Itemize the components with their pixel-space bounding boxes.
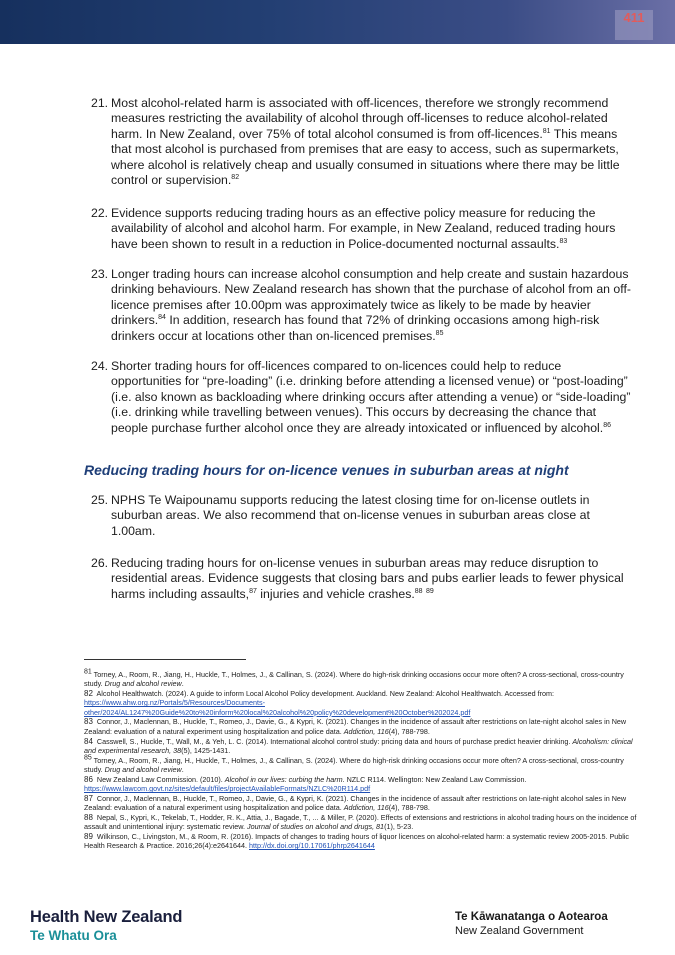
- footnote-text: Casswell, S., Huckle, T., Wall, M., & Yeh, L. C. (2014). International alcohol control study: pricing data and hours of purchase predict heavier drinking.: [96, 736, 573, 746]
- footnote-text: Wilkinson, C., Livingston, M., & Room, R. (2016). Impacts of changes to trading hours of liquor licences on alcohol-related harm: a systematic review 2005-2015. Public Health Research & Practice. 2016;26(4):e2641644.: [84, 832, 630, 851]
- footnote-ref[interactable]: 89: [425, 587, 434, 595]
- paragraph-23: [91, 267, 631, 344]
- footnote-ref[interactable]: 88: [414, 587, 423, 595]
- section-heading: Reducing trading hours for on-licence venues in suburban areas at night: [84, 462, 569, 478]
- paragraph-number: 23.: [91, 267, 109, 281]
- footnote-tail: .: [181, 764, 184, 774]
- footnote: [84, 717, 639, 736]
- footnote: [84, 737, 639, 756]
- footnote-text: Nepal, S., Kypri, K., Tekelab, T., Hodder, R. K., Attia, J., Bagade, T., ... & Miller, P. (2020). Effects of extensions and restrictions in alcohol trading hours on the incidence of assault and unintentional injury: systematic review.: [84, 812, 637, 832]
- footnote-italic: Addiction, 116: [343, 803, 389, 813]
- footnote-number: 88: [84, 812, 93, 822]
- footnote-tail: (4), 788-798.: [388, 803, 430, 813]
- footnote-number: 89: [84, 832, 93, 842]
- footnote-tail: (4), 788-798.: [388, 726, 430, 736]
- footnote: [84, 775, 639, 794]
- paragraph-text: This means that most alcohol is purchased from premises that are easy to access, such as supermarkets, where alcohol is relatively cheap and usually consumed in situations where there may be little control or supervision.: [111, 126, 620, 188]
- paragraph-24: [91, 359, 631, 436]
- footnote-link[interactable]: https://www.ahw.org.nz/Portals/5/Resources/Documents-other/2024/AL1247%20Guide%20to%20inform%20local%20alcohol%20policy%20development%20October%202024.pdf: [84, 698, 471, 717]
- nz-government-logo: [455, 911, 608, 937]
- paragraph-text: Shorter trading hours for off-licences compared to on-licences could help to reduce opportunities for “pre-loading” (i.e. drinking before attending a licensed venue) or “post-loading” (i.e. also known as backloading where drinking occurs after attending a venue) or “side-loading” (i.e. drinking while travelling between venues). This occurs by decreasing the chance that people purchase further alcohol once they are already intoxicated or influenced by alcohol.: [111, 359, 631, 435]
- paragraph-text: Most alcohol-related harm is associated with off-licences, therefore we strongly recommend measures restricting the availability of alcohol through off-licenses to reduce alcohol-related harm. In New Zealand, over 75% of total alcohol consumed is from off-licences.: [111, 96, 609, 141]
- header-band: [0, 0, 675, 44]
- logo-subtitle: Te Whatu Ora: [30, 928, 117, 943]
- paragraph-26: [91, 556, 631, 602]
- paragraph-text: Evidence supports reducing trading hours as an effective policy measure for reducing the availability of alcohol and alcohol harm. For example, in New Zealand, reduced trading hours have been shown to result in a reduction in Police-documented nocturnal assaults.: [111, 206, 616, 251]
- paragraph-number: 22.: [91, 206, 109, 220]
- paragraph-text: Reducing trading hours for on-license venues in suburban areas may reduce disruption to residential areas. Evidence suggests that closing bars and pubs earlier leads to fewer physical harms including assaults,: [111, 556, 624, 601]
- footnote-italic: Drug and alcohol review: [104, 764, 182, 774]
- page-number: 411: [615, 10, 653, 40]
- footnote-tail: (1), 5-23.: [384, 822, 414, 832]
- paragraph-text: Longer trading hours can increase alcohol consumption and help create and sustain hazardous drinking behaviours. New Zealand research has shown that the purchase of alcohol from an off-licence premises after 10.00pm was approximately twice as likely to be made by heavier drinkers.: [111, 267, 631, 328]
- footnote-text: Connor, J., Maclennan, B., Huckle, T., Romeo, J., Davie, G., & Kypri, K. (2021). Changes in the incidence of assault after restrictions on late-night alcohol sales in New Zealand: evaluation of a natural experiment using hospitalization and police data.: [84, 717, 627, 736]
- footnote-italic: Alcohol in our lives: curbing the harm: [224, 774, 343, 784]
- paragraph-text: injuries and vehicle crashes.: [256, 586, 415, 601]
- footnote-tail: (5), 1425-1431.: [181, 745, 231, 755]
- footnote: [84, 794, 639, 813]
- footnote-text: New Zealand Law Commission. (2010).: [96, 774, 225, 784]
- paragraph-21: [91, 96, 631, 188]
- footnote-italic: Addiction, 116: [343, 726, 389, 736]
- footnote-ref[interactable]: 84: [158, 314, 166, 322]
- gov-english-title: New Zealand Government: [455, 925, 584, 937]
- footnote-number: 81: [84, 668, 92, 676]
- footnote-link[interactable]: https://www.lawcom.govt.nz/sites/default/files/projectAvailableFormats/NZLC%20R114.pdf: [84, 784, 371, 794]
- paragraph-number: 26.: [91, 556, 109, 570]
- footnote-link[interactable]: http://dx.doi.org/10.17061/phrp2641644: [249, 841, 375, 851]
- footnote-ref[interactable]: 87: [249, 587, 257, 595]
- paragraph-22: [91, 206, 631, 252]
- footnote-number: 83: [84, 717, 93, 727]
- footnote-tail: .: [181, 679, 184, 689]
- footnote-ref[interactable]: 81: [542, 127, 551, 135]
- paragraph-number: 24.: [91, 359, 109, 373]
- footnote-ref[interactable]: 85: [435, 329, 444, 337]
- footnote: [84, 756, 639, 775]
- paragraph-25: [91, 493, 631, 539]
- health-nz-logo: [30, 908, 182, 943]
- footnote-tail: . NZLC R114. Wellington: New Zealand Law Commission.: [342, 774, 527, 784]
- paragraph-text: In addition, research has found that 72% of drinking occasions among high-risk drinkers occur at locations other than on-licenced premises.: [111, 313, 600, 343]
- footnote-number: 85: [84, 754, 92, 762]
- paragraph-number: 21.: [91, 96, 109, 110]
- footnote-number: 86: [84, 774, 93, 784]
- footnote-text: Alcohol Healthwatch. (2024). A guide to inform Local Alcohol Policy development. Auckland. New Zealand: Alcohol Healthwatch. Accessed from:: [96, 689, 554, 699]
- footnote: [84, 813, 639, 832]
- logo-title: Health New Zealand: [30, 908, 183, 926]
- footnote-ref[interactable]: 86: [603, 421, 611, 429]
- footnote-number: 82: [84, 689, 93, 699]
- footnote: [84, 832, 639, 851]
- paragraph-number: 25.: [91, 493, 109, 507]
- footnote-number: 84: [84, 736, 93, 746]
- paragraph-text: NPHS Te Waipounamu supports reducing the latest closing time for on-license outlets in suburban areas. We also recommend that on-license venues in suburban areas close at 1.00am.: [111, 493, 590, 538]
- footnote-ref[interactable]: 83: [559, 237, 568, 245]
- footnote-text: Connor, J., Maclennan, B., Huckle, T., Romeo, J., Davie, G., & Kypri, K. (2021). Changes in the incidence of assault after restrictions on late-night alcohol sales in New Zealand: evaluation of a natural experiment using hospitalization and police data.: [84, 793, 627, 813]
- footnote-number: 87: [84, 793, 93, 803]
- footnote-ref[interactable]: 82: [231, 173, 240, 181]
- footnote-divider: [84, 659, 246, 660]
- gov-maori-title: Te Kāwanatanga o Aotearoa: [455, 911, 608, 923]
- footnote: [84, 689, 639, 717]
- footnote-text: Torney, A., Room, R., Jiang, H., Huckle, T., Holmes, J., & Callinan, S. (2024). Where do high-risk drinking occasions occur more often? A cross-sectional, cross-country study.: [84, 755, 624, 774]
- footnote-italic: Journal of studies on alcohol and drugs, 81: [247, 822, 385, 832]
- footnotes: [84, 670, 639, 851]
- footnote-italic: Alcoholism: clinical and experimental research, 38: [84, 736, 633, 755]
- footnote-italic: Drug and alcohol review: [104, 679, 182, 689]
- footnote: [84, 670, 639, 689]
- footnote-text: Torney, A., Room, R., Jiang, H., Huckle, T., Holmes, J., & Callinan, S. (2024). Where do high-risk drinking occasions occur more often? A cross-sectional, cross-country study.: [84, 670, 624, 689]
